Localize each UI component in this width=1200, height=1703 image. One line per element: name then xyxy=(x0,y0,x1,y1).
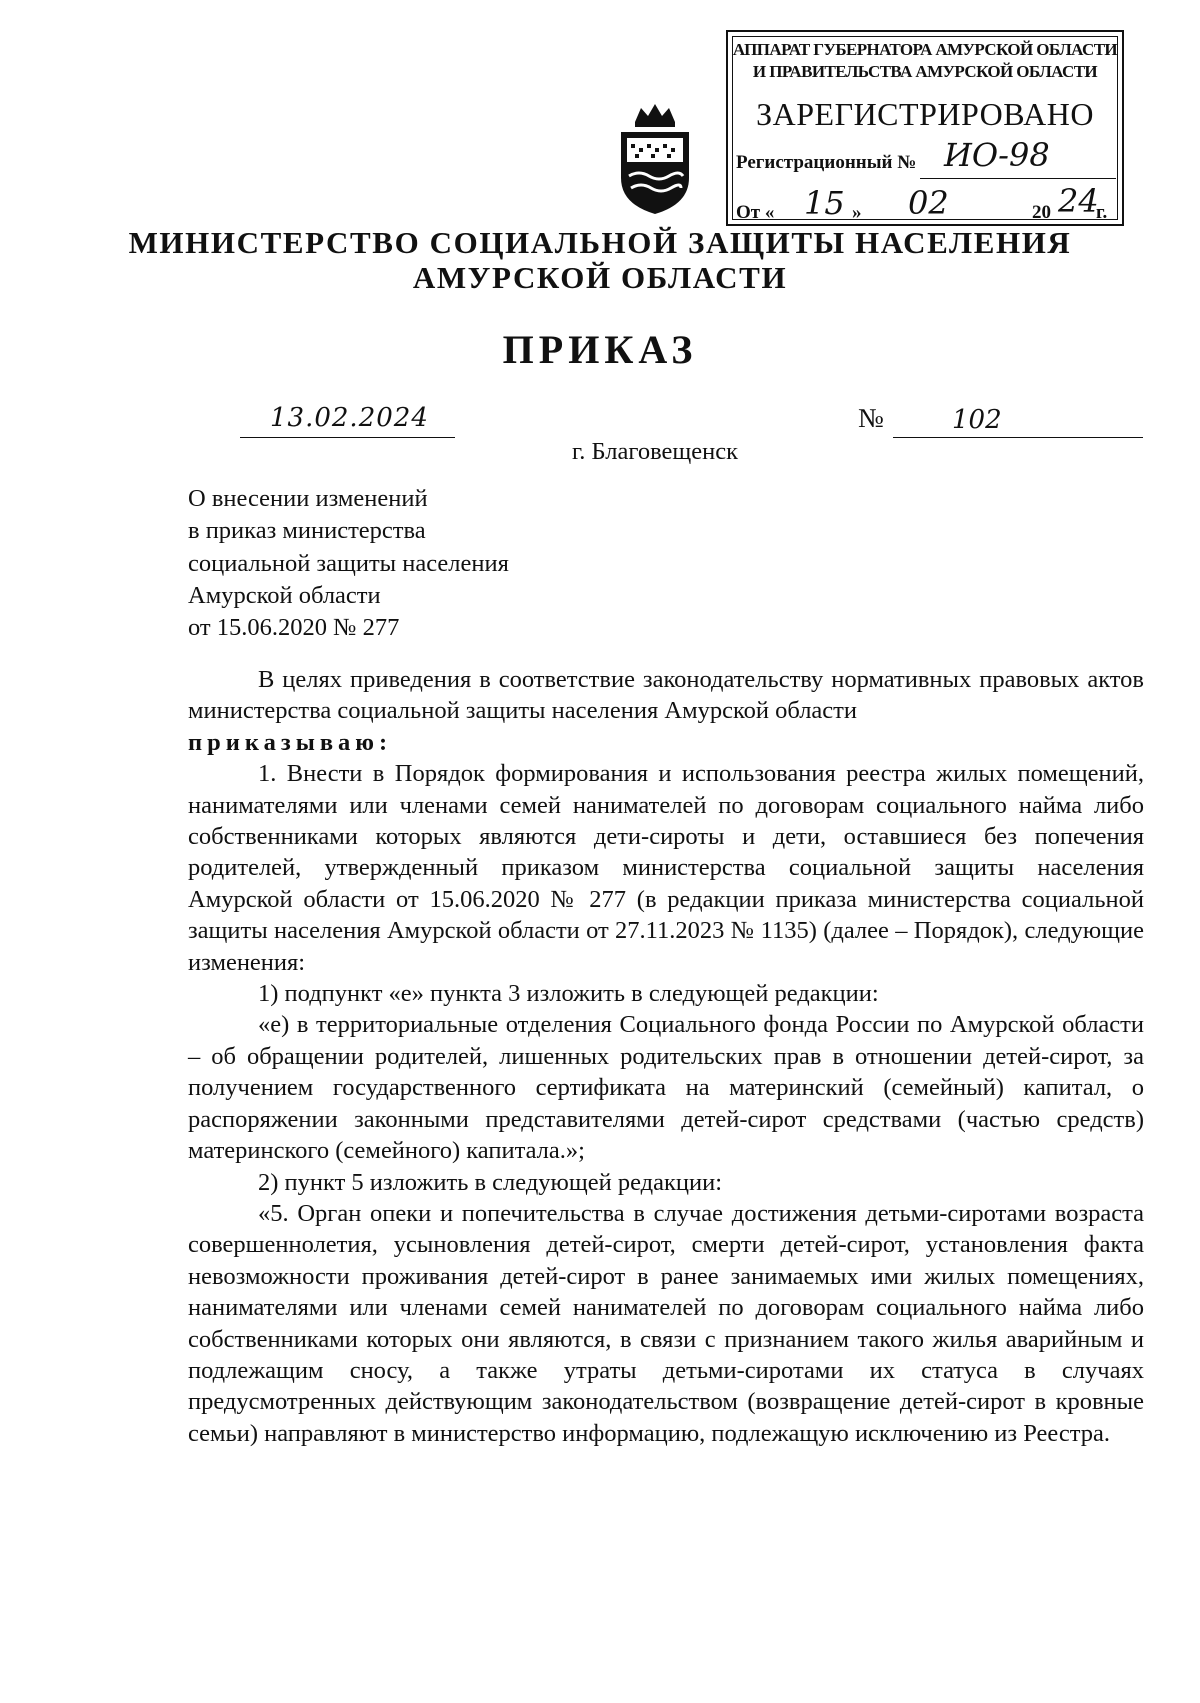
order-verb: приказываю: xyxy=(188,728,393,756)
stamp-date-suffix: г. xyxy=(1096,202,1108,223)
subitem-2-text: «5. Орган опеки и попечительства в случае достижения детьми-сиротами возраста совершеннолетия, усыновления детей-сирот, смерти детей-сирот, установления факта невозможности проживания детей-сирот в ранее занимаемых ими жилых помещениях, нанимателями или членами семей нанимателей по договорам социального найма либо собственниками которых они являются, в связи с признанием такого жилья аварийным и подлежащим сносу, а также утраты детьми-сиротами их статуса в случаях предусмотренных действующим законодательством (возвращение детей-сирот в кровные семьи) направляют в министерство информацию, подлежащую исключению из Реестра. xyxy=(188,1199,1144,1447)
stamp-date-prefix: От « xyxy=(736,202,775,223)
ministry-name-line1: МИНИСТЕРСТВО СОЦИАЛЬНОЙ ЗАЩИТЫ НАСЕЛЕНИЯ xyxy=(128,225,1072,260)
stamp-reg-label: Регистрационный № xyxy=(736,152,917,173)
stamp-date-mid: » xyxy=(852,202,862,223)
subitem-1-heading: 1) подпункт «е» пункта 3 изложить в следующей редакции: xyxy=(258,980,879,1008)
subitem-2-heading: 2) пункт 5 изложить в следующей редакции: xyxy=(258,1168,723,1196)
subject-line: Амурской области xyxy=(188,581,381,609)
order-number: 102 xyxy=(952,405,1002,435)
stamp-date-month: 02 xyxy=(908,184,949,222)
order-number-sign: № xyxy=(858,403,884,433)
document-type-title: ПРИКАЗ xyxy=(502,327,698,372)
order-verb-paragraph xyxy=(188,727,1144,758)
subitem-1-text: «е) в территориальные отделения Социального фонда России по Амурской области – об обращении родителей, лишенных родительских прав в отношении детей-сирот, за получением государственного сертификата на материнский (семейный) капитал, о распоряжении законными представителями детей-сирот средствами (частью средств) материнского (семейного) капитала.»; xyxy=(188,1011,1144,1165)
stamp-reg-underline xyxy=(920,178,1116,179)
stamp-status: ЗАРЕГИСТРИРОВАНО xyxy=(756,96,1094,132)
item-1-paragraph: 1. Внести в Порядок формирования и использования реестра жилых помещений, нанимателями или членами семей нанимателей по договорам социального найма либо собственниками которых являются дети-сироты и дети, оставшиеся без попечения родителей, утвержденный приказом министерства социальной защиты населения Амурской области от 15.06.2020 № 277 (в редакции приказа министерства социальной защиты населения Амурской области от 27.11.2023 № 1135) (далее – Порядок), следующие изменения: xyxy=(188,760,1144,976)
stamp-year-prefix: 20 xyxy=(1032,202,1051,223)
subject-line: в приказ министерства xyxy=(188,517,426,545)
order-body xyxy=(188,664,1144,1449)
registration-stamp xyxy=(726,30,1124,226)
subject-line: О внесении изменений xyxy=(188,485,428,512)
stamp-reg-number: ИО-98 xyxy=(944,136,1050,174)
preamble-paragraph: В целях приведения в соответствие законодательству нормативных правовых актов министерства социальной защиты населения Амурской области xyxy=(188,666,1144,725)
stamp-org-line1: АППАРАТ ГУБЕРНАТОРА АМУРСКОЙ ОБЛАСТИ xyxy=(732,40,1118,59)
city: г. Благовещенск xyxy=(572,438,738,465)
stamp-date-day: 15 xyxy=(804,184,845,222)
stamp-org-line2: И ПРАВИТЕЛЬСТВА АМУРСКОЙ ОБЛАСТИ xyxy=(752,62,1098,81)
order-subject xyxy=(188,483,688,644)
coat-of-arms-icon xyxy=(615,100,695,216)
subject-line: социальной защиты населения xyxy=(188,549,509,577)
stamp-date-year: 24 xyxy=(1058,182,1099,220)
subject-line: от 15.06.2020 № 277 xyxy=(188,614,400,642)
ministry-name-line2: АМУРСКОЙ ОБЛАСТИ xyxy=(412,260,788,295)
order-date: 13.02.2024 xyxy=(270,403,429,433)
